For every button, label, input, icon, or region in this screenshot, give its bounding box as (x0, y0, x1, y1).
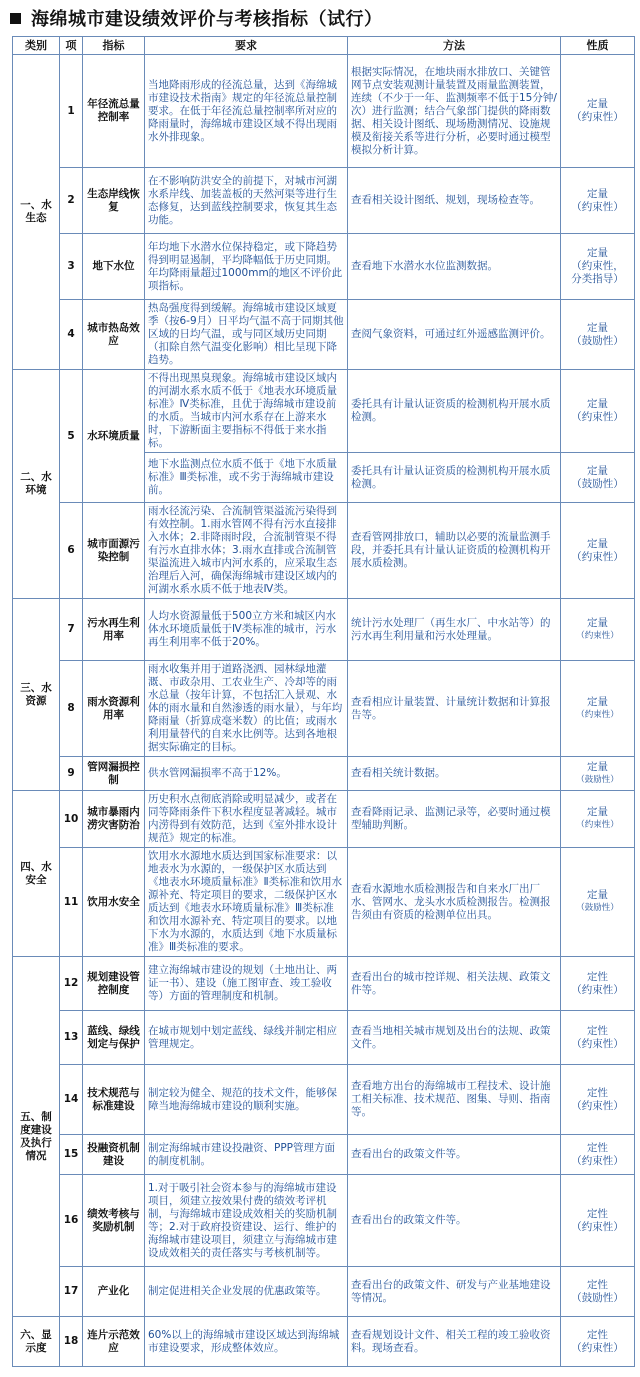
requirement-cell: 1.对于吸引社会资本参与的海绵城市建设项目，须建立按效果付费的绩效考评机制，与海绵城市建设成效相关的奖励机制等；2.对于政府投资建设、运行、维护的海绵城市建设项目，须建立与海绵城市建设成效相关的责任落实与考核机制等。 (145, 1175, 348, 1267)
row-number: 6 (60, 503, 83, 599)
method-cell: 查看相关设计图纸、规划，现场检查等。 (348, 168, 561, 234)
requirement-cell: 热岛强度得到缓解。海绵城市建设区域夏季（按6-9月）日平均气温不高于同期其他区域的日均气温，或与同区域历史同期（扣除自然气温变化影响）相比呈现下降趋势。 (145, 300, 348, 370)
table-row (13, 599, 635, 661)
nature-cell (561, 503, 635, 599)
row-number: 4 (60, 300, 83, 370)
row-number: 15 (60, 1135, 83, 1175)
requirement-cell: 制定较为健全、规范的技术文件，能够保障当地海绵城市建设的顺利实施。 (145, 1065, 348, 1135)
category-cell: 四、水安全 (13, 791, 60, 957)
table-row (13, 168, 635, 234)
requirement-cell: 人均水资源量低于500立方米和城区内水体水环境质量低于Ⅳ类标准的城市，污水再生利用率不低于20%。 (145, 599, 348, 661)
nature-cell (561, 1135, 635, 1175)
nature-kind: （约束性） (571, 1220, 624, 1233)
nature-type: 定量 (587, 398, 608, 410)
nature-type: 定量 (587, 247, 608, 259)
nature-kind: （约束性） (576, 709, 619, 720)
indicator-name: 蓝线、绿线划定与保护 (83, 1011, 145, 1065)
row-number: 7 (60, 599, 83, 661)
header-category: 类别 (13, 37, 60, 55)
nature-kind: （约束性， (571, 260, 624, 272)
nature-type: 定性 (587, 1328, 608, 1341)
nature-cell (561, 1011, 635, 1065)
nature-kind: （约束性） (571, 550, 624, 563)
title-square-icon (10, 13, 21, 24)
category-cell: 五、制度建设及执行情况 (13, 957, 60, 1317)
table-row (13, 957, 635, 1011)
indicator-name: 污水再生利用率 (83, 599, 145, 661)
requirement-cell: 在不影响防洪安全的前提下，对城市河湖水系岸线、加装盖板的天然河渠等进行生态修复，达到蓝线控制要求，恢复其生态功能。 (145, 168, 348, 234)
row-number: 10 (60, 791, 83, 848)
requirement-cell: 建立海绵城市建设的规划（土地出让、两证一书）、建设（施工图审查、竣工验收等）方面的管理制度和机制。 (145, 957, 348, 1011)
header-nature: 性质 (561, 37, 635, 55)
table-row (13, 1317, 635, 1367)
table-row (13, 1267, 635, 1317)
requirement-cell: 制定促进相关企业发展的优惠政策等。 (145, 1267, 348, 1317)
nature-type: 定量 (587, 98, 608, 110)
nature-cell (561, 661, 635, 757)
nature-cell (561, 848, 635, 957)
table-header-row (13, 37, 635, 55)
requirement-cell: 不得出现黑臭现象。海绵城市建设区域内的河湖水系水质不低于《地表水环境质量标准》Ⅳ类标准，且优于海绵城市建设前的水质。当城市内河水系存在上游来水时，下游断面主要指标不得低于来水指标。 (145, 370, 348, 453)
nature-kind: （鼓励性） (576, 774, 619, 785)
nature-cell (561, 599, 635, 661)
nature-cell (561, 453, 635, 503)
nature-type: 定性 (587, 1207, 608, 1220)
category-cell: 三、水资源 (13, 599, 60, 791)
method-cell: 查看相应计量装置、计量统计数据和计算报告等。 (348, 661, 561, 757)
nature-kind: （约束性） (571, 411, 624, 423)
row-number: 1 (60, 55, 83, 168)
nature-type: 定量 (587, 187, 608, 200)
nature-type: 定量 (587, 806, 608, 818)
table-row (13, 1175, 635, 1267)
requirement-cell: 历史积水点彻底消除或明显减少，或者在同等降雨条件下积水程度显著减轻。城市内涝得到有效防范，达到《室外排水设计规范》规定的标准。 (145, 791, 348, 848)
row-number: 16 (60, 1175, 83, 1267)
indicator-name: 生态岸线恢复 (83, 168, 145, 234)
method-cell: 查看出台的政策文件等。 (348, 1175, 561, 1267)
nature-type: 定量 (587, 321, 608, 334)
title-bar (6, 4, 634, 32)
nature-cell (561, 1317, 635, 1367)
indicator-name: 城市热岛效应 (83, 300, 145, 370)
row-number: 18 (60, 1317, 83, 1367)
nature-type: 定量 (587, 695, 608, 708)
nature-type: 定量 (587, 760, 608, 773)
indicator-name: 地下水位 (83, 234, 145, 300)
table-row (13, 370, 635, 453)
nature-cell (561, 791, 635, 848)
nature-cell (561, 234, 635, 300)
nature-kind: （约束性） (571, 1099, 624, 1112)
indicator-name: 产业化 (83, 1267, 145, 1317)
method-cell: 查看地方出台的海绵城市工程技术、设计施工相关标准、技术规范、图集、导则、指南等。 (348, 1065, 561, 1135)
requirement-cell: 当地降雨形成的径流总量，达到《海绵城市建设技术指南》规定的年径流总量控制要求。在低于年径流总量控制率所对应的降雨量时，海绵城市建设区域不得出现雨水外排现象。 (145, 55, 348, 168)
row-number: 3 (60, 234, 83, 300)
method-cell: 查看地下水潜水水位监测数据。 (348, 234, 561, 300)
row-number: 13 (60, 1011, 83, 1065)
indicator-name: 规划建设管控制度 (83, 957, 145, 1011)
nature-kind: （约束性） (571, 1037, 624, 1050)
table-row (13, 55, 635, 168)
method-cell: 查看当地相关城市规划及出台的法规、政策文件。 (348, 1011, 561, 1065)
nature-cell (561, 1065, 635, 1135)
indicator-name: 绩效考核与奖励机制 (83, 1175, 145, 1267)
table-row (13, 757, 635, 791)
category-cell: 六、显示度 (13, 1317, 60, 1367)
nature-kind: （约束性） (571, 1341, 624, 1354)
method-cell: 委托具有计量认证资质的检测机构开展水质检测。 (348, 453, 561, 503)
nature-cell (561, 957, 635, 1011)
nature-type: 定性 (587, 970, 608, 983)
requirement-cell: 60%以上的海绵城市建设区域达到海绵城市建设要求，形成整体效应。 (145, 1317, 348, 1367)
indicator-name: 城市面源污染控制 (83, 503, 145, 599)
row-number: 11 (60, 848, 83, 957)
requirement-cell: 雨水径流污染、合流制管渠溢流污染得到有效控制。1.雨水管网不得有污水直接排入水体；2.非降雨时段，合流制管渠不得有污水直排水体；3.雨水直排或合流制管渠溢流进入城市内河水系的，应采取生态治理后入河，确保海绵城市建设区域内的河湖水系水质不低于地表Ⅳ类。 (145, 503, 348, 599)
method-cell: 查阅气象资料，可通过红外遥感监测评价。 (348, 300, 561, 370)
nature-type: 定性 (587, 1024, 608, 1037)
nature-cell (561, 757, 635, 791)
nature-kind: （约束性） (571, 983, 624, 996)
row-number: 8 (60, 661, 83, 757)
row-number: 14 (60, 1065, 83, 1135)
indicator-name: 连片示范效应 (83, 1317, 145, 1367)
nature-type: 定量 (587, 889, 608, 901)
requirement-cell: 年均地下水潜水位保持稳定，或下降趋势得到明显遏制，平均降幅低于历史同期。年均降雨量超过1000mm的地区不评价此项指标。 (145, 234, 348, 300)
indicator-table (12, 36, 635, 1367)
requirement-cell: 在城市规划中划定蓝线、绿线并制定相应管理规定。 (145, 1011, 348, 1065)
page-title: 海绵城市建设绩效评价与考核指标（试行） (31, 9, 383, 30)
header-item: 项 (60, 37, 83, 55)
method-cell: 根据实际情况，在地块雨水排放口、关键管网节点安装观测计量装置及雨量监测装置，连续（不少于一年、监测频率不低于15分钟/次）进行监测；结合气象部门提供的降雨数据、相关设计图纸、现场勘测情况、设施规模及衔接关系等进行分析，必要时通过模型模拟分析计算。 (348, 55, 561, 168)
requirement-cell: 地下水监测点位水质不低于《地下水质量标准》Ⅲ类标准，或不劣于海绵城市建设前。 (145, 453, 348, 503)
row-number: 9 (60, 757, 83, 791)
table-row (13, 1065, 635, 1135)
table-row (13, 791, 635, 848)
nature-cell (561, 370, 635, 453)
nature-type: 定性 (587, 1141, 608, 1154)
category-cell: 一、水生态 (13, 55, 60, 370)
nature-kind: （约束性） (571, 200, 624, 213)
nature-kind: （约束性） (576, 630, 619, 641)
method-cell: 查看管网排放口，辅助以必要的流量监测手段，并委托具有计量认证资质的检测机构开展水质检测。 (348, 503, 561, 599)
nature-kind: （鼓励性） (571, 334, 624, 347)
method-cell: 查看出台的政策文件、研发与产业基地建设等情况。 (348, 1267, 561, 1317)
nature-type: 定量 (587, 464, 608, 477)
table-row (13, 234, 635, 300)
nature-type: 定性 (587, 1278, 608, 1291)
row-number: 17 (60, 1267, 83, 1317)
nature-cell (561, 1267, 635, 1317)
table-row (13, 1135, 635, 1175)
method-cell: 查看降雨记录、监测记录等，必要时通过模型辅助判断。 (348, 791, 561, 848)
nature-kind: （约束性） (576, 820, 619, 830)
category-cell: 二、水环境 (13, 370, 60, 599)
requirement-cell: 雨水收集并用于道路浇洒、园林绿地灌溉、市政杂用、工农业生产、冷却等的雨水总量（按年计算，不包括汇入景观、水体的雨水量和自然渗透的雨水量），与年均降雨量（折算成毫米数）的比值；或雨水利用量替代的自来水比例等。达到各地根据实际确定的目标。 (145, 661, 348, 757)
method-cell: 查看相关统计数据。 (348, 757, 561, 791)
indicator-name: 城市暴雨内涝灾害防治 (83, 791, 145, 848)
indicator-name: 技术规范与标准建设 (83, 1065, 145, 1135)
nature-kind: （鼓励性） (571, 477, 624, 490)
nature-kind: （鼓励性） (576, 903, 619, 913)
header-method: 方法 (348, 37, 561, 55)
row-number: 5 (60, 370, 83, 503)
header-requirement: 要求 (145, 37, 348, 55)
indicator-name: 年径流总量控制率 (83, 55, 145, 168)
indicator-name: 饮用水安全 (83, 848, 145, 957)
table-row (13, 661, 635, 757)
requirement-cell: 供水管网漏损率不高于12%。 (145, 757, 348, 791)
method-cell: 查看规划设计文件、相关工程的竣工验收资料。现场查看。 (348, 1317, 561, 1367)
requirement-cell: 饮用水水源地水质达到国家标准要求：以地表水为水源的，一级保护区水质达到《地表水环境质量标准》Ⅱ类标准和饮用水源补充、特定项目的要求，二级保护区水质达到《地表水环境质量标准》Ⅲ类标准和饮用水源补充、特定项目的要求。以地下水为水源的，水质达到《地下水质量标准》Ⅲ类标准的要求。 (145, 848, 348, 957)
nature-kind: （鼓励性） (571, 1291, 624, 1304)
method-cell: 查看水源地水质检测报告和自来水厂出厂水、管网水、龙头水水质检测报告。检测报告须由有资质的检测单位出具。 (348, 848, 561, 957)
indicator-name: 雨水资源利用率 (83, 661, 145, 757)
table-row (13, 1011, 635, 1065)
indicator-name: 管网漏损控制 (83, 757, 145, 791)
method-cell: 统计污水处理厂（再生水厂、中水站等）的污水再生利用量和污水处理量。 (348, 599, 561, 661)
table-row (13, 300, 635, 370)
method-cell: 查看出台的政策文件等。 (348, 1135, 561, 1175)
header-indicator: 指标 (83, 37, 145, 55)
indicator-name: 水环境质量 (83, 370, 145, 503)
method-cell: 委托具有计量认证资质的检测机构开展水质检测。 (348, 370, 561, 453)
nature-cell (561, 300, 635, 370)
table-row (13, 503, 635, 599)
row-number: 2 (60, 168, 83, 234)
nature-type: 定量 (587, 537, 608, 550)
nature-type: 定性 (587, 1086, 608, 1099)
method-cell: 查看出台的城市控详规、相关法规、政策文件等。 (348, 957, 561, 1011)
table-row (13, 848, 635, 957)
row-number: 12 (60, 957, 83, 1011)
nature-type: 定量 (587, 616, 608, 629)
nature-kind: （约束性） (571, 111, 624, 123)
indicator-name: 投融资机制建设 (83, 1135, 145, 1175)
nature-kind: （约束性） (571, 1154, 624, 1167)
requirement-cell: 制定海绵城市建设投融资、PPP管理方面的制度机制。 (145, 1135, 348, 1175)
nature-sub: 分类指导） (571, 273, 624, 285)
nature-cell (561, 168, 635, 234)
nature-cell (561, 55, 635, 168)
nature-cell (561, 1175, 635, 1267)
